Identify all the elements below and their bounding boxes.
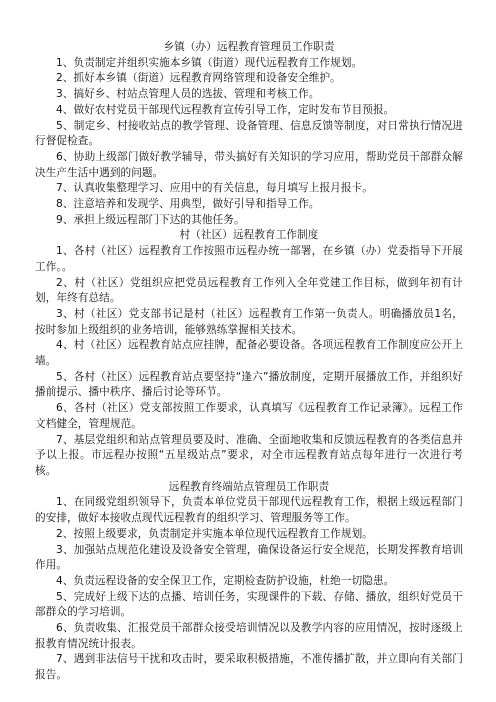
list-item: 1、各村（社区）远程教育工作按照市远程办统一部署，在乡镇（办）党委指导下开展工作。。 [35,245,463,273]
list-item: 6、负责收集、汇报党员干部群众接受培训情况以及教学内容的应用情况，按时逐级上报教育情况统计报表。 [35,622,463,650]
list-item: 3、搞好乡、村站点管理人员的选拔、管理和考核工作。 [56,88,320,101]
section-village-system [35,228,463,479]
list-item: 3、村（社区）党支部书记是村（社区）远程教育工作第一负责人。明确播放员1名，按时参加上级组织的业务培训，能够熟练掌握相关技术。 [35,307,463,336]
list-item: 2、按照上级要求，负责制定并实施本单位现代远程教育工作规划。 [56,527,373,540]
section-duties-town-admin [35,40,463,228]
list-item: 3、加强站点规范化建设及设备安全管理，确保设备运行安全规范，长期发挥教育培训作用。 [35,543,463,572]
list-item: 5、制定乡、村接收站点的教学管理、设备管理、信息反馈等制度，对日常执行情况进行督促检查。 [35,119,463,148]
section-title: 远程教育终端站点管理员工作职责 [168,480,330,493]
document-page [35,40,463,684]
list-item: 1、在同级党组织领导下，负责本单位党员干部现代远程教育工作，根据上级远程部门的安排，做好本接收点现代远程教育的组织学习、管理服务等工作。 [35,496,463,525]
list-item: 7、认真收集整理学习、应用中的有关信息，每月填写上报月报卡。 [56,182,373,195]
list-item: 8、注意培养和发现学、用典型，做好引导和指导工作。 [56,198,320,211]
list-item: 2、抓好本乡镇（街道）远程教育网络管理和设备安全维护。 [56,72,341,85]
list-item: 6、各村（社区）党支部按照工作要求，认真填写《远程教育工作记录簿》。远程工作文档健全，管理规范。 [35,402,463,430]
section-title: 乡镇（办）远程教育管理员工作职责 [163,41,335,53]
list-item: 7、遇到非法信号干扰和攻击时，要采取积极措施，不准传播扩散，并立即向有关部门报告。 [35,653,463,682]
list-item: 5、各村（社区）远程教育站点要坚持“逢六”播放制度，定期开展播放工作，并组织好播前提示、播中秩序、播后讨论等环节。 [35,370,463,399]
list-item: 6、协助上级部门做好教学辅导，带头搞好有关知识的学习应用，帮助党员干部群众解决生产生活中遇到的问题。 [35,150,463,179]
section-terminal-admin [35,480,463,684]
list-item: 4、负责远程设备的安全保卫工作，定期检查防护设施，杜绝一切隐患。 [56,574,395,587]
list-item: 2、村（社区）党组织应把党员远程教育工作列入全年党建工作目标，做到年初有计划，年终有总结。 [35,276,463,305]
list-item: 4、做好农村党员干部现代远程教育宣传引导工作，定时发布节目预报。 [56,103,395,116]
list-item: 4、村（社区）远程教育站点应挂牌，配备必要设备。各项远程教育工作制度应公开上墙。 [35,339,463,368]
section-title: 村（社区）远程教育工作制度 [179,229,319,242]
list-item: 7、基层党组织和站点管理员要及时、准确、全面地收集和反馈远程教育的各类信息并予以上报。市远程办按照“五星级站点”要求，对全市远程教育站点每年进行一次进行考核。 [35,433,463,477]
list-item: 1、负责制定并组织实施本乡镇（街道）现代远程教育工作规划。 [56,56,363,69]
list-item: 9、承担上级远程部门下达的其他任务。 [56,213,245,226]
list-item: 5、完成好上级下达的点播、培训任务，实现课件的下载、存储、播放，组织好党员干部群众的学习培训。 [35,590,463,619]
